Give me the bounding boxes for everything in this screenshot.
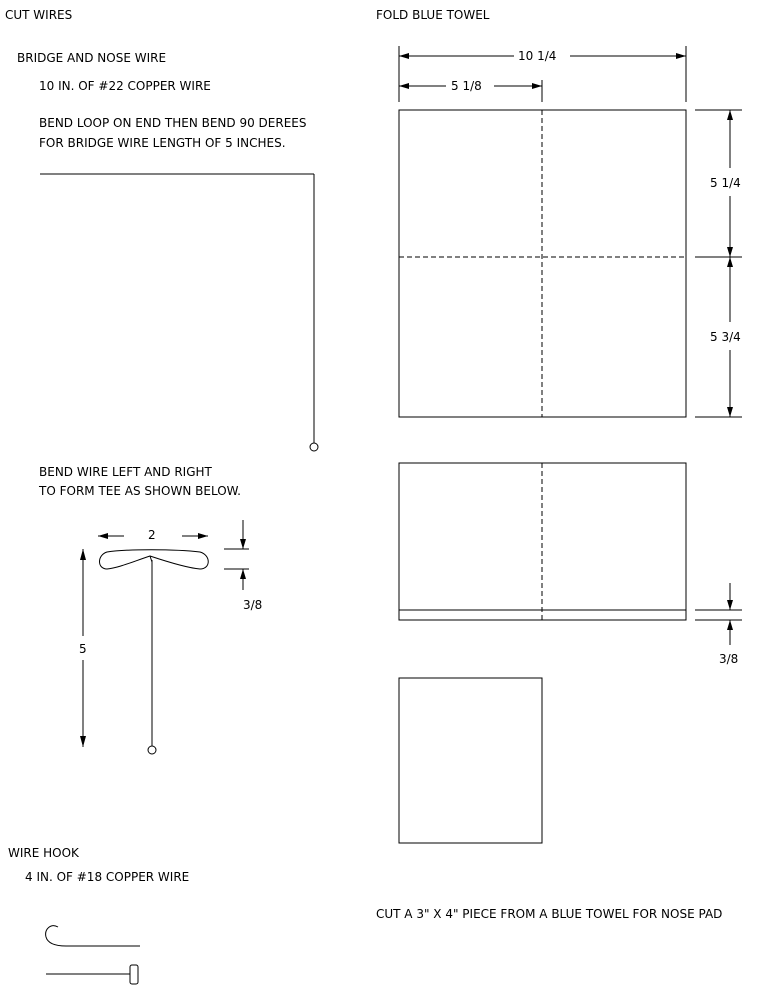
towel-unfolded-drawing xyxy=(399,46,742,417)
towel-folded-drawing xyxy=(399,463,742,666)
tee-thickness-dimension: 3/8 xyxy=(243,598,263,612)
nose-pad-piece xyxy=(399,678,542,843)
tee-wire-drawing xyxy=(79,520,262,754)
nose-pad-instruction: CUT A 3" X 4" PIECE FROM A BLUE TOWEL FOR NOSE PAD xyxy=(376,907,723,921)
bridge-wire-instruction-2: FOR BRIDGE WIRE LENGTH OF 5 INCHES. xyxy=(39,136,286,150)
towel-half-width-dimension: 5 1/8 xyxy=(451,79,482,93)
towel-upper-height-dimension: 5 1/4 xyxy=(710,176,741,190)
towel-total-width-dimension: 10 1/4 xyxy=(518,49,557,63)
bent-wire-drawing xyxy=(40,174,318,451)
wire-hook-drawing xyxy=(46,926,140,984)
cut-wires-heading: CUT WIRES xyxy=(5,8,73,22)
bridge-wire-instruction-1: BEND LOOP ON END THEN BEND 90 DEREES xyxy=(39,116,307,130)
wire-hook-title: WIRE HOOK xyxy=(8,846,79,860)
tee-instruction-2: TO FORM TEE AS SHOWN BELOW. xyxy=(39,484,241,498)
tee-width-dimension: 2 xyxy=(148,528,156,542)
wire-hook-spec: 4 IN. OF #18 COPPER WIRE xyxy=(25,870,190,884)
tee-instruction-1: BEND WIRE LEFT AND RIGHT xyxy=(39,465,212,479)
bridge-wire-spec: 10 IN. OF #22 COPPER WIRE xyxy=(39,79,211,93)
tee-length-dimension: 5 xyxy=(79,642,87,656)
bridge-wire-title: BRIDGE AND NOSE WIRE xyxy=(17,51,167,65)
towel-lower-height-dimension: 5 3/4 xyxy=(710,330,741,344)
fold-towel-heading: FOLD BLUE TOWEL xyxy=(376,8,490,22)
towel-fold-strip-dimension: 3/8 xyxy=(719,652,739,666)
